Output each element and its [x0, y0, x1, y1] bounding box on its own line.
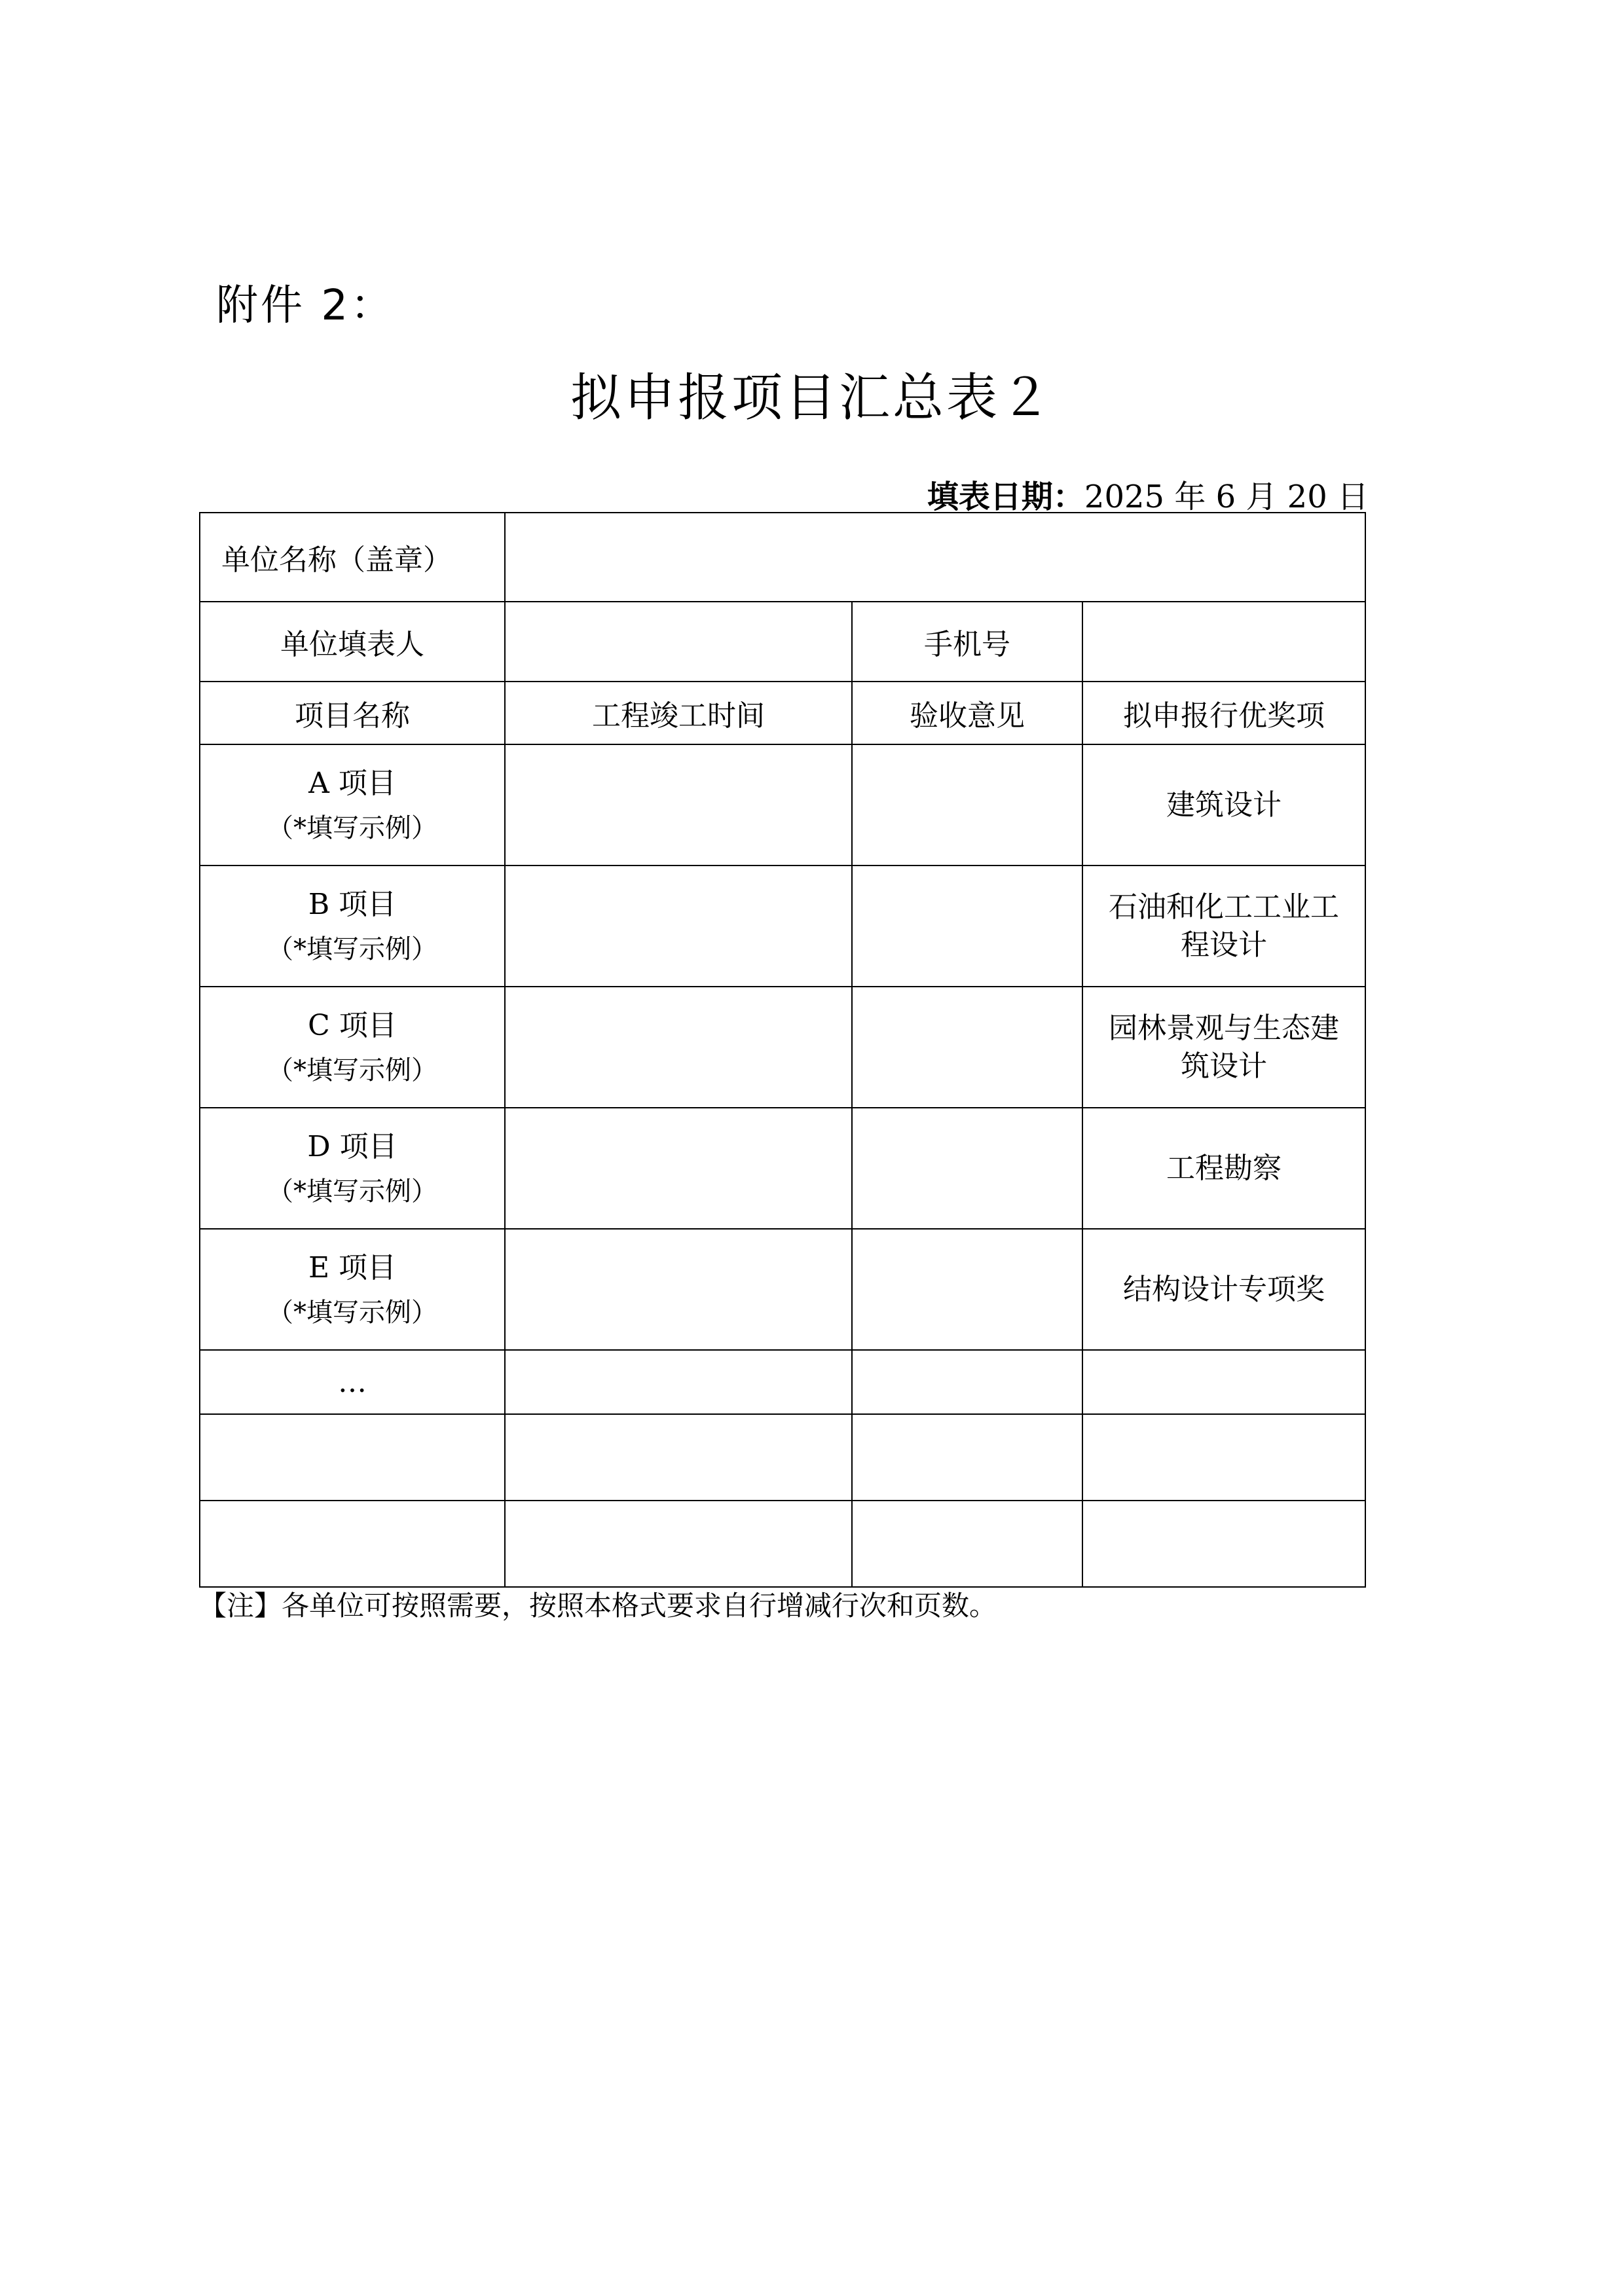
project-name-cell: [200, 1229, 505, 1350]
table-row: [200, 1229, 1365, 1350]
completion-time-cell[interactable]: [505, 744, 852, 866]
completion-time-cell[interactable]: [505, 1229, 852, 1350]
empty-cell[interactable]: [852, 1350, 1082, 1414]
project-name-cell: [200, 987, 505, 1108]
attachment-label: 附件 2：: [216, 282, 396, 330]
project-name-cell: [200, 1108, 505, 1229]
filler-label: 单位填表人: [200, 602, 505, 682]
project-name: E 项目: [308, 1250, 397, 1285]
header-completion-time: 工程竣工时间: [505, 682, 852, 744]
table-row: [200, 744, 1365, 866]
table-row: [200, 1414, 1365, 1501]
phone-field[interactable]: [1082, 602, 1365, 682]
project-name-cell: [200, 744, 505, 866]
empty-cell[interactable]: [505, 1414, 852, 1501]
empty-cell[interactable]: [1082, 1350, 1365, 1414]
project-name: C 项目: [308, 1008, 397, 1042]
header-project-name: 项目名称: [200, 682, 505, 744]
project-note: （*填写示例）: [267, 934, 437, 964]
header-acceptance-opinion: 验收意见: [852, 682, 1082, 744]
empty-cell[interactable]: [505, 1350, 852, 1414]
acceptance-opinion-cell[interactable]: [852, 866, 1082, 987]
completion-time-cell[interactable]: [505, 987, 852, 1108]
acceptance-opinion-cell[interactable]: [852, 987, 1082, 1108]
project-note: （*填写示例）: [267, 1055, 437, 1085]
project-name: D 项目: [307, 1129, 397, 1163]
fill-date-value: 2025 年 6 月 20 日: [1084, 479, 1369, 515]
unit-name-row: [200, 513, 1365, 602]
completion-time-cell[interactable]: [505, 1108, 852, 1229]
project-note: （*填写示例）: [267, 812, 437, 843]
fill-date-label: 填表日期：: [927, 479, 1084, 515]
table-row: [200, 1350, 1365, 1414]
award-cell: 园林景观与生态建筑设计: [1082, 987, 1365, 1108]
empty-cell[interactable]: [852, 1501, 1082, 1587]
empty-cell[interactable]: [505, 1501, 852, 1587]
project-note: （*填写示例）: [267, 1297, 437, 1328]
empty-cell[interactable]: [200, 1501, 505, 1587]
empty-cell[interactable]: [852, 1414, 1082, 1501]
ellipsis-cell: …: [200, 1350, 505, 1414]
header-row: [200, 682, 1365, 744]
table-row: [200, 866, 1365, 987]
unit-name-label: 单位名称（盖章）: [200, 513, 505, 602]
summary-table: [199, 512, 1366, 1588]
acceptance-opinion-cell[interactable]: [852, 1108, 1082, 1229]
header-award: 拟申报行优奖项: [1082, 682, 1365, 744]
filler-field[interactable]: [505, 602, 852, 682]
award-cell: 建筑设计: [1082, 744, 1365, 866]
table-row: [200, 987, 1365, 1108]
phone-label: 手机号: [852, 602, 1082, 682]
award-cell: 工程勘察: [1082, 1108, 1365, 1229]
project-note: （*填写示例）: [267, 1176, 437, 1207]
empty-cell[interactable]: [1082, 1414, 1365, 1501]
acceptance-opinion-cell[interactable]: [852, 744, 1082, 866]
project-name: A 项目: [308, 766, 396, 800]
table-row: [200, 1108, 1365, 1229]
empty-cell[interactable]: [200, 1414, 505, 1501]
project-name: B 项目: [308, 887, 397, 921]
filler-row: [200, 602, 1365, 682]
award-cell: 石油和化工工业工程设计: [1082, 866, 1365, 987]
unit-name-field[interactable]: [505, 513, 1365, 602]
completion-time-cell[interactable]: [505, 866, 852, 987]
table-row: [200, 1501, 1365, 1587]
project-name-cell: [200, 866, 505, 987]
acceptance-opinion-cell[interactable]: [852, 1229, 1082, 1350]
empty-cell[interactable]: [1082, 1501, 1365, 1587]
fill-date: [927, 471, 1369, 517]
form-title: 拟申报项目汇总表２: [570, 369, 1054, 428]
footnote: 【注】各单位可按照需要，按照本格式要求自行增减行次和页数。: [199, 1590, 997, 1622]
award-cell: 结构设计专项奖: [1082, 1229, 1365, 1350]
